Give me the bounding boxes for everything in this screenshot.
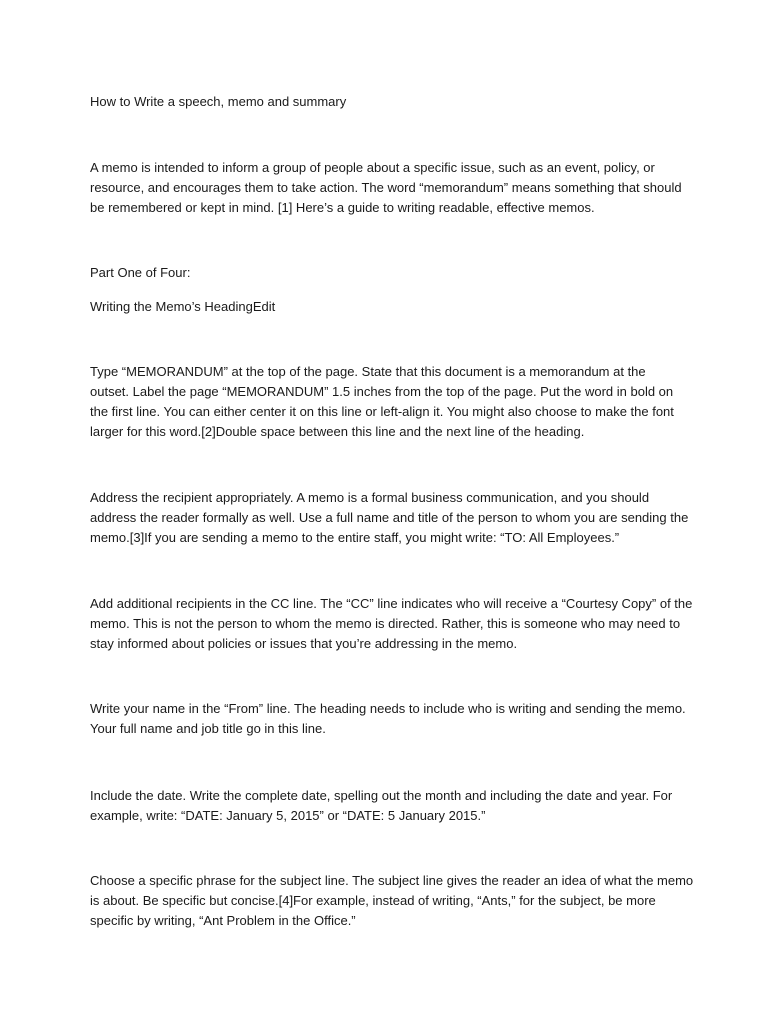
step-line: stay informed about policies or issues that you’re addressing in the memo. <box>90 636 518 651</box>
part-label: Part One of Four: <box>90 265 191 280</box>
step-line: Your full name and job title go in this line. <box>90 721 326 736</box>
step-line: memo. This is not the person to whom the memo is directed. Rather, this is someone who may need to <box>90 616 681 631</box>
step-line: memo.[3]If you are sending a memo to the entire staff, you might write: “TO: All Employees.” <box>90 530 620 545</box>
step-line: is about. Be specific but concise.[4]For example, instead of writing, “Ants,” for the subject, be more <box>90 893 656 908</box>
intro-line: resource, and encourages them to take action. The word “memorandum” means something that should <box>90 180 682 195</box>
step-line: Write your name in the “From” line. The heading needs to include who is writing and sending the memo. <box>90 701 686 716</box>
step-line: outset. Label the page “MEMORANDUM” 1.5 inches from the top of the page. Put the word in bold on <box>90 384 674 399</box>
step-line: Address the recipient appropriately. A memo is a formal business communication, and you should <box>90 490 650 505</box>
document-title: How to Write a speech, memo and summary <box>90 94 347 109</box>
step-line: Type “MEMORANDUM” at the top of the page. State that this document is a memorandum at the <box>90 364 646 379</box>
section-heading: Writing the Memo’s HeadingEdit <box>90 299 276 314</box>
step-line: the first line. You can either center it on this line or left-align it. You might also choose to make the font <box>90 404 674 419</box>
step-line: Choose a specific phrase for the subject line. The subject line gives the reader an idea of what the memo <box>90 873 694 888</box>
step-line: specific by writing, “Ant Problem in the Office.” <box>90 913 356 928</box>
step-line: Include the date. Write the complete date, spelling out the month and including the date and year. For <box>90 788 673 803</box>
intro-line: be remembered or kept in mind. [1] Here’s a guide to writing readable, effective memos. <box>90 200 595 215</box>
step-line: Add additional recipients in the CC line. The “CC” line indicates who will receive a “Courtesy Copy” of the <box>90 596 693 611</box>
intro-line: A memo is intended to inform a group of people about a specific issue, such as an event, policy, or <box>90 160 655 175</box>
step-line: example, write: “DATE: January 5, 2015” or “DATE: 5 January 2015.” <box>90 808 486 823</box>
step-line: address the reader formally as well. Use a full name and title of the person to whom you are sending the <box>90 510 689 525</box>
step-line: larger for this word.[2]Double space between this line and the next line of the heading. <box>90 424 585 439</box>
